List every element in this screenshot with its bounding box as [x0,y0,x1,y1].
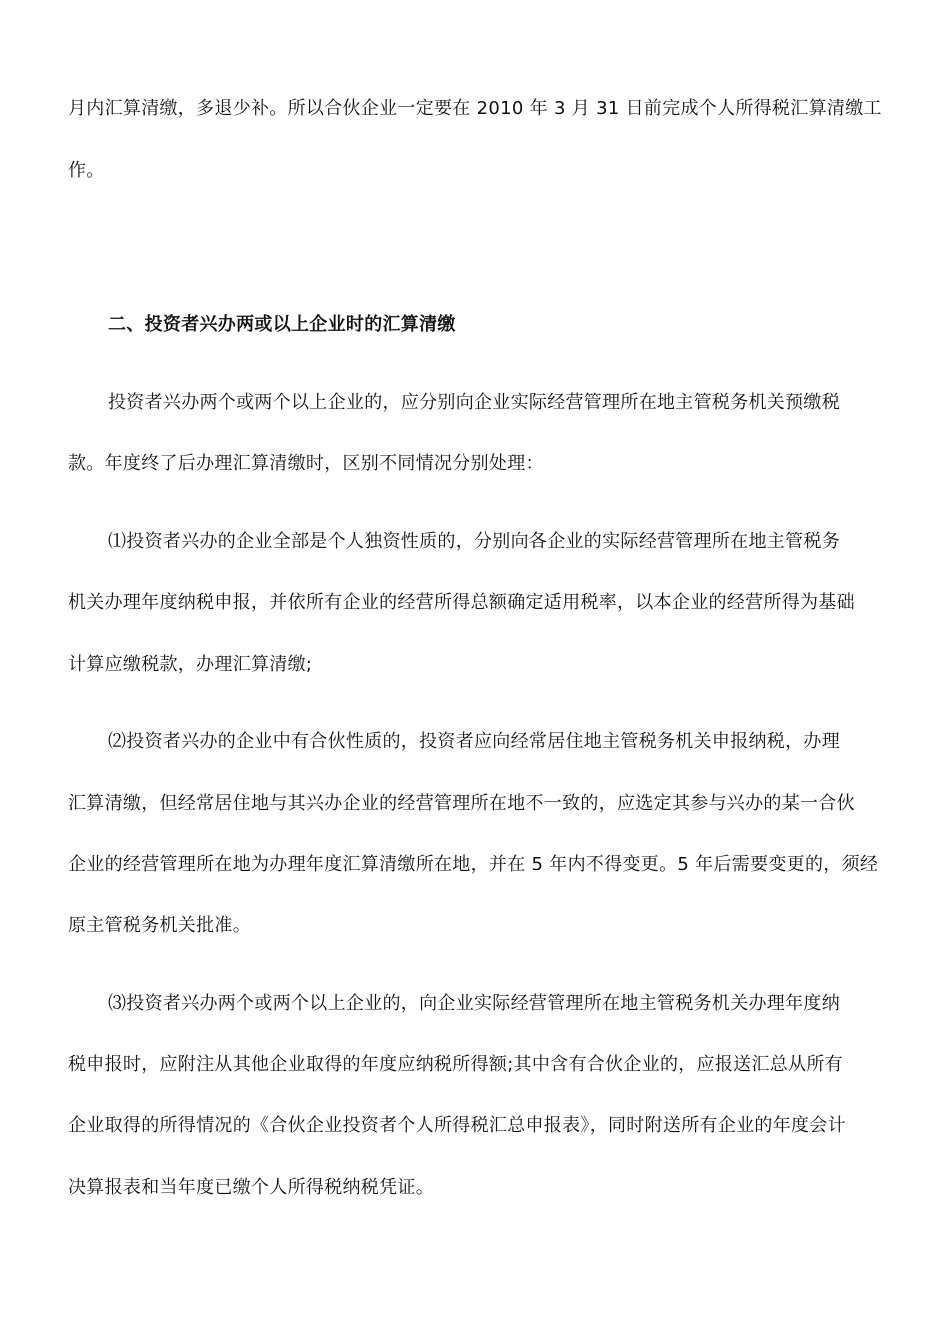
text-line: 税申报时，应附注从其他企业取得的年度应纳税所得额;其中含有合伙企业的，应报送汇总从所有 [68,1054,843,1075]
text-line: 作。 [68,160,105,181]
text-line: ⑵投资者兴办的企业中有合伙性质的，投资者应向经常居住地主管税务机关申报纳税，办理 [108,731,840,752]
text-line: 决算报表和当年度已缴个人所得税纳税凭证。 [68,1177,434,1198]
text-line: 企业取得的所得情况的《合伙企业投资者个人所得税汇总申报表》，同时附送所有企业的年度会计 [68,1115,846,1136]
text-line: 企业的经营管理所在地为办理年度汇算清缴所在地，并在 5 年内不得变更。5 年后需要变更的，须经 [68,854,879,875]
text-line: 投资者兴办两个或两个以上企业的，应分别向企业实际经营管理所在地主管税务机关预缴税 [108,392,840,413]
text-line: 机关办理年度纳税申报，并依所有企业的经营所得总额确定适用税率，以本企业的经营所得为基础 [68,592,855,613]
text-line: ⑴投资者兴办的企业全部是个人独资性质的，分别向各企业的实际经营管理所在地主管税务 [108,531,840,552]
text-line: 计算应缴税款，办理汇算清缴; [68,654,313,675]
text-line: 款。年度终了后办理汇算清缴时，区别不同情况分别处理： [68,453,544,474]
text-line: ⑶投资者兴办两个或两个以上企业的，向企业实际经营管理所在地主管税务机关办理年度纳 [108,993,840,1014]
text-line: 原主管税务机关批准。 [68,915,251,936]
text-line: 月内汇算清缴，多退少补。所以合伙企业一定要在 2010 年 3 月 31 日前完成个人所得税汇算清缴工 [68,98,882,119]
section-heading: 二、投资者兴办两或以上企业时的汇算清缴 [108,314,456,335]
text-line: 汇算清缴，但经常居住地与其兴办企业的经营管理所在地不一致的，应选定其参与兴办的某一合伙 [68,793,855,814]
